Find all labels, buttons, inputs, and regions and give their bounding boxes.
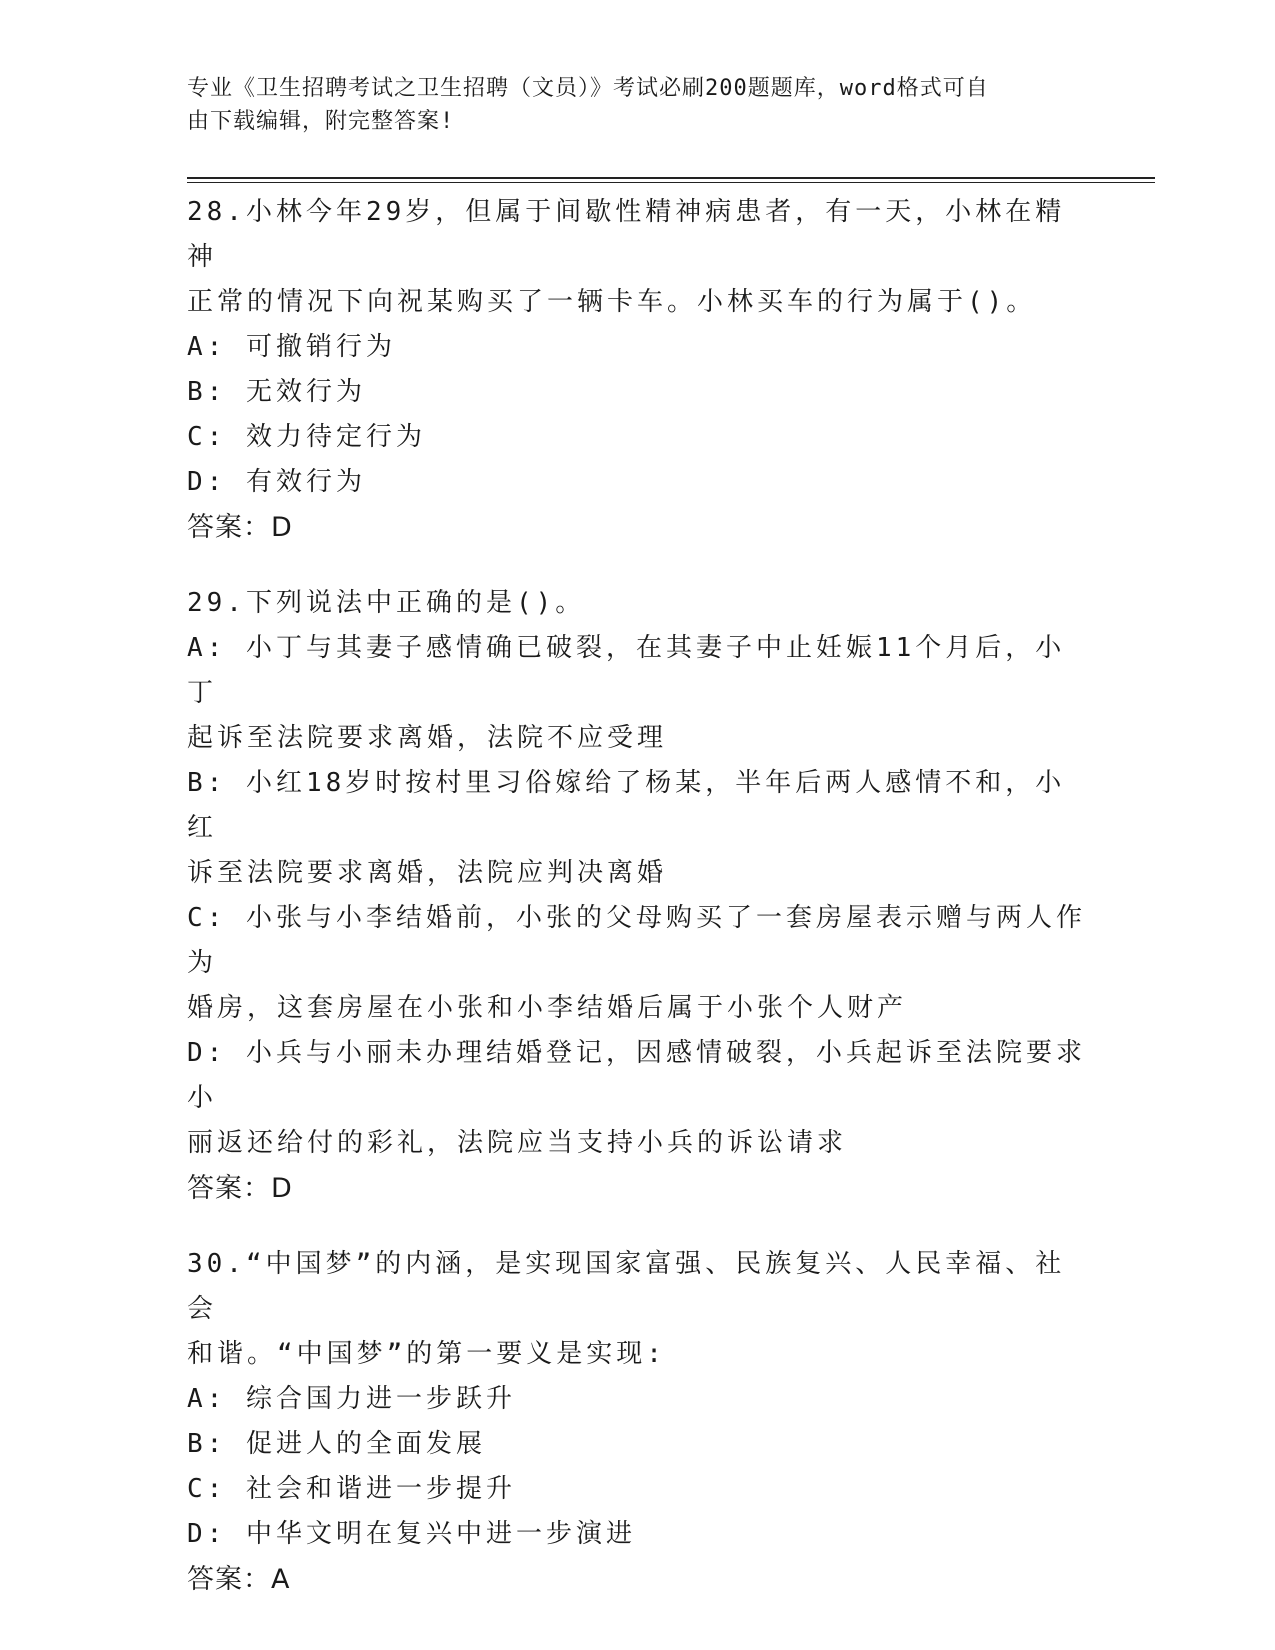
option-d-continued: 丽返还给付的彩礼，法院应当支持小兵的诉讼请求	[187, 1128, 848, 1158]
option-b-continued: 诉至法院要求离婚，法院应判决离婚	[187, 858, 668, 888]
question-28	[187, 190, 1087, 551]
answer: 答案：A	[187, 1564, 291, 1595]
option-b: B: 促进人的全面发展	[187, 1429, 486, 1459]
question-text-line: 28.小林今年29岁，但属于间歇性精神病患者，有一天，小林在精神	[187, 197, 1066, 272]
option-d: D: 小兵与小丽未办理结婚登记，因感情破裂，小兵起诉至法院要求小	[187, 1038, 1086, 1113]
option-c-continued: 婚房，这套房屋在小张和小李结婚后属于小张个人财产	[187, 993, 908, 1023]
question-text-line: 和谐。“中国梦”的第一要义是实现:	[187, 1339, 666, 1369]
option-d: D: 有效行为	[187, 467, 366, 497]
option-a: A: 综合国力进一步跃升	[187, 1384, 516, 1414]
option-a: A: 小丁与其妻子感情确已破裂，在其妻子中止妊娠11个月后，小丁	[187, 633, 1066, 708]
document-header	[187, 72, 1087, 138]
header-divider	[187, 177, 1155, 179]
question-text-line: 正常的情况下向祝某购买了一辆卡车。小林买车的行为属于()。	[187, 287, 1037, 317]
option-a: A: 可撤销行为	[187, 332, 396, 362]
header-line: 专业《卫生招聘考试之卫生招聘（文员）》考试必刷200题题库，word格式可自	[187, 76, 989, 101]
header-divider-thin	[187, 182, 1155, 183]
option-b: B: 无效行为	[187, 377, 366, 407]
option-c: C: 小张与小李结婚前，小张的父母购买了一套房屋表示赠与两人作为	[187, 903, 1086, 978]
option-c: C: 效力待定行为	[187, 422, 426, 452]
option-b: B: 小红18岁时按村里习俗嫁给了杨某，半年后两人感情不和，小红	[187, 768, 1066, 843]
option-a-continued: 起诉至法院要求离婚，法院不应受理	[187, 723, 668, 753]
option-d: D: 中华文明在复兴中进一步演进	[187, 1519, 636, 1549]
answer: 答案：D	[187, 512, 293, 543]
question-text-line: 30.“中国梦”的内涵，是实现国家富强、民族复兴、人民幸福、社会	[187, 1249, 1066, 1324]
option-c: C: 社会和谐进一步提升	[187, 1474, 516, 1504]
question-29	[187, 581, 1087, 1212]
question-30	[187, 1242, 1087, 1603]
answer: 答案：D	[187, 1173, 293, 1204]
question-text-line: 29.下列说法中正确的是()。	[187, 588, 586, 618]
question-list	[187, 190, 1087, 1633]
header-line: 由下载编辑，附完整答案!	[187, 109, 455, 134]
